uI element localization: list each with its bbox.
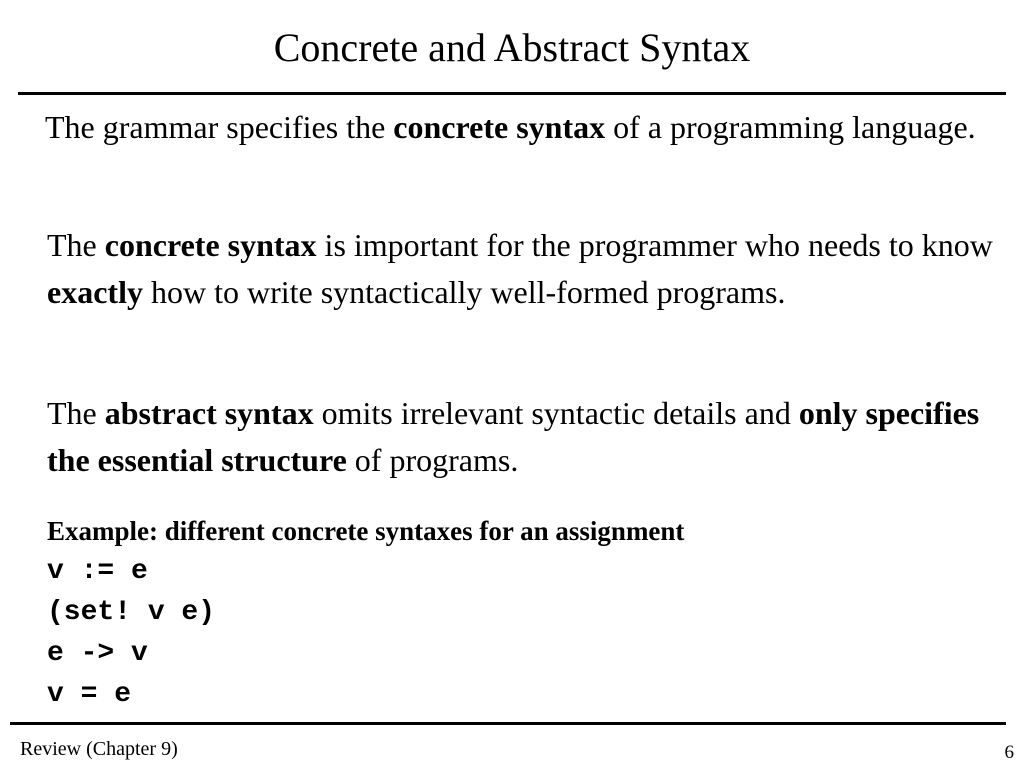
text-segment: is important for the programmer who needs to know xyxy=(316,227,993,263)
footer-chapter-label: Review (Chapter 9) xyxy=(20,738,178,760)
text-segment: The xyxy=(47,227,105,263)
text-segment: of a programming language. xyxy=(605,109,976,145)
page-number: 6 xyxy=(1004,742,1014,763)
code-line: e -> v xyxy=(47,638,148,669)
paragraph-abstract-syntax xyxy=(47,390,997,484)
title-divider xyxy=(18,92,1006,95)
code-line: (set! v e) xyxy=(47,597,216,628)
example-heading: Example: different concrete syntaxes for an assignment xyxy=(47,516,685,546)
text-segment: The xyxy=(47,395,105,431)
bold-term: abstract syntax xyxy=(104,395,314,431)
text-segment: The grammar specifies the xyxy=(45,109,394,145)
footer-divider xyxy=(10,722,1006,725)
code-example-block xyxy=(47,551,215,715)
code-line: v := e xyxy=(47,556,148,587)
slide-title: Concrete and Abstract Syntax xyxy=(273,25,751,70)
bold-term: concrete syntax xyxy=(393,109,606,145)
code-line: v = e xyxy=(47,679,132,710)
bold-term: only specifies the essential structure xyxy=(47,395,980,478)
text-segment: how to write syntactically well-formed programs. xyxy=(142,274,786,310)
paragraph-concrete-syntax xyxy=(47,222,997,316)
paragraph-grammar xyxy=(45,104,995,151)
text-segment: of programs. xyxy=(346,442,519,478)
text-segment: omits irrelevant syntactic details and xyxy=(313,395,799,431)
bold-term: concrete syntax xyxy=(104,227,317,263)
bold-term: exactly xyxy=(47,274,143,310)
